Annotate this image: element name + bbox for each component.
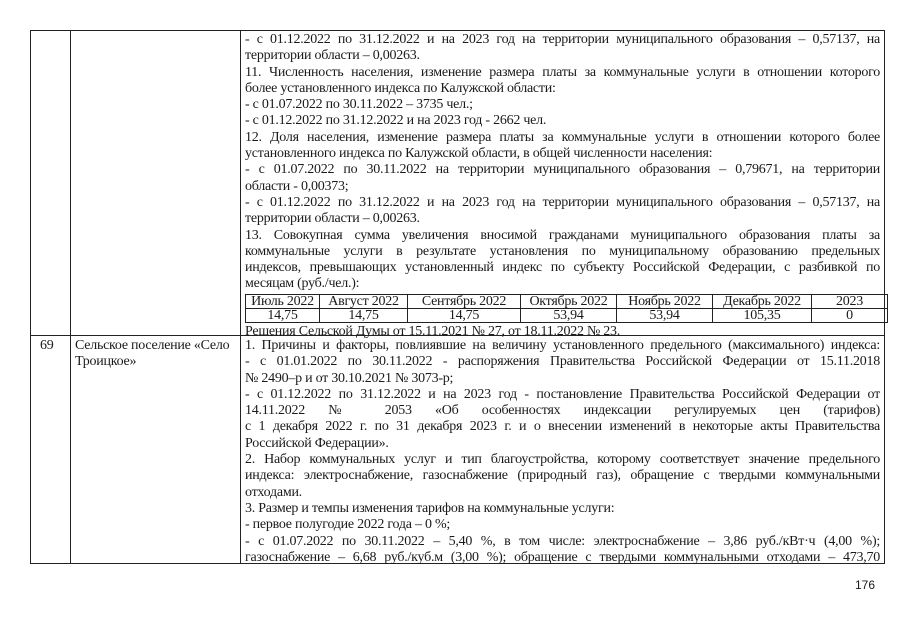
text-line: 12. Доля населения, изменение размера платы за коммунальные услуги в отношении которого более — [245, 129, 880, 145]
text-line: 2. Набор коммунальных услуг и тип благоустройства, которому соответствует значение предельного — [245, 452, 880, 468]
text-line: - с 01.12.2022 по 31.12.2022 и на 2023 год на территории муниципального образования – 0,57137, на — [245, 32, 880, 47]
monthly-header-cell: Октябрь 2022 — [521, 294, 617, 308]
text-line: - первое полугодие 2022 года – 0 %; — [245, 517, 451, 533]
text-line: с 1 декабря 2022 г. по 31 декабря 2023 г. и о внесении изменений в некоторые акты Правительства — [245, 419, 880, 435]
monthly-header-cell: Декабрь 2022 — [713, 294, 812, 308]
text-line: Российской Федерации». — [245, 435, 389, 451]
continuation-row-content — [245, 32, 880, 340]
row-69-content — [245, 338, 880, 566]
text-line: 11. Численность населения, изменение размера платы за коммунальные услуги в отношении которого — [245, 64, 880, 80]
text-line: - с 01.07.2022 по 30.11.2022 – 3735 чел.; — [245, 97, 473, 113]
text-line: области - 0,00373; — [245, 178, 349, 194]
text-line: территории области – 0,00263. — [245, 211, 420, 227]
table-border-left — [30, 30, 31, 564]
text-line: 13. Совокупная сумма увеличения вносимой гражданами муниципального образования платы за — [245, 227, 880, 243]
table-border-col2 — [240, 30, 241, 564]
text-line: индексов, превышающих установленный индекс по субъекту Российской Федерации, с разбивкой по — [245, 260, 880, 276]
text-line: более установленного индекса по Калужской области: — [245, 80, 556, 96]
row-number: 69 — [40, 338, 54, 353]
text-line: 3. Размер и темпы изменения тарифов на коммунальные услуги: — [245, 500, 615, 516]
text-line: - с 01.12.2022 по 31.12.2022 и на 2023 год - 2662 чел. — [245, 113, 547, 129]
text-line: - с 01.07.2022 по 30.11.2022 – 5,40 %, в том числе: электроснабжение – 3,86 руб./кВт·ч (4,00 %); — [245, 533, 880, 549]
monthly-value-cell: 0 — [812, 308, 888, 322]
text-line: месяцам (руб./чел.): — [245, 276, 360, 292]
text-line: 1. Причины и факторы, повлиявшие на величину установленного предельного (максимального) индекса: — [245, 338, 880, 353]
monthly-table-values-row — [246, 308, 888, 322]
text-line: - с 01.07.2022 по 30.11.2022 на территории муниципального образования – 0,79671, на территории — [245, 162, 880, 178]
text-line: индекса: электроснабжение, газоснабжение (природный газ), обращение с твердыми коммунальными — [245, 468, 880, 484]
municipality-name-line: Сельское поселение «Село — [75, 338, 230, 353]
text-line: установленного индекса по Калужской области, в общей численности населения: — [245, 146, 713, 162]
text-line: № 2490–р и от 30.10.2021 № 3073-р; — [245, 370, 454, 386]
monthly-value-cell: 14,75 — [320, 308, 408, 322]
monthly-increase-table — [245, 294, 888, 323]
monthly-header-cell: Ноябрь 2022 — [617, 294, 713, 308]
municipality-name — [75, 338, 237, 371]
page-number: 176 — [855, 578, 876, 592]
monthly-table-header-row — [246, 294, 888, 308]
monthly-header-cell: Август 2022 — [320, 294, 408, 308]
text-line: - с 01.01.2022 по 30.11.2022 - распоряжения Правительства Российской Федерации от 15.11.2018 — [245, 354, 880, 370]
municipality-name-line: Троицкое» — [75, 354, 137, 370]
monthly-header-cell: Сентябрь 2022 — [408, 294, 521, 308]
text-line: - с 01.12.2022 по 31.12.2022 и на 2023 год на территории муниципального образования – 0,57137, на — [245, 194, 880, 210]
text-line: - с 01.12.2022 по 31.12.2022 и на 2023 год - постановление Правительства Российской Федерации от — [245, 386, 880, 402]
text-line: отходами. — [245, 484, 302, 500]
monthly-value-cell: 14,75 — [246, 308, 320, 322]
monthly-header-cell: 2023 — [812, 294, 888, 308]
text-line: газоснабжение – 6,68 руб./куб.м (3,00 %); обращение с твердыми коммунальными отходами – 473,70 — [245, 549, 880, 565]
text-line: 14.11.2022 № 2053 «Об особенностях индексации регулируемых цен (тарифов) — [245, 403, 880, 419]
table-border-col1 — [70, 30, 71, 564]
text-line: территории области – 0,00263. — [245, 48, 420, 64]
monthly-header-cell: Июль 2022 — [246, 294, 320, 308]
monthly-value-cell: 53,94 — [617, 308, 713, 322]
text-line: Решения Сельской Думы от 15.11.2021 № 27, от 18.11.2022 № 23. — [245, 323, 621, 339]
text-line: коммунальные услуги в результате установления по муниципальному образованию предельных — [245, 243, 880, 259]
table-border-top — [30, 30, 885, 31]
monthly-value-cell: 14,75 — [408, 308, 521, 322]
monthly-value-cell: 105,35 — [713, 308, 812, 322]
content-lines — [245, 32, 880, 293]
monthly-value-cell: 53,94 — [521, 308, 617, 322]
